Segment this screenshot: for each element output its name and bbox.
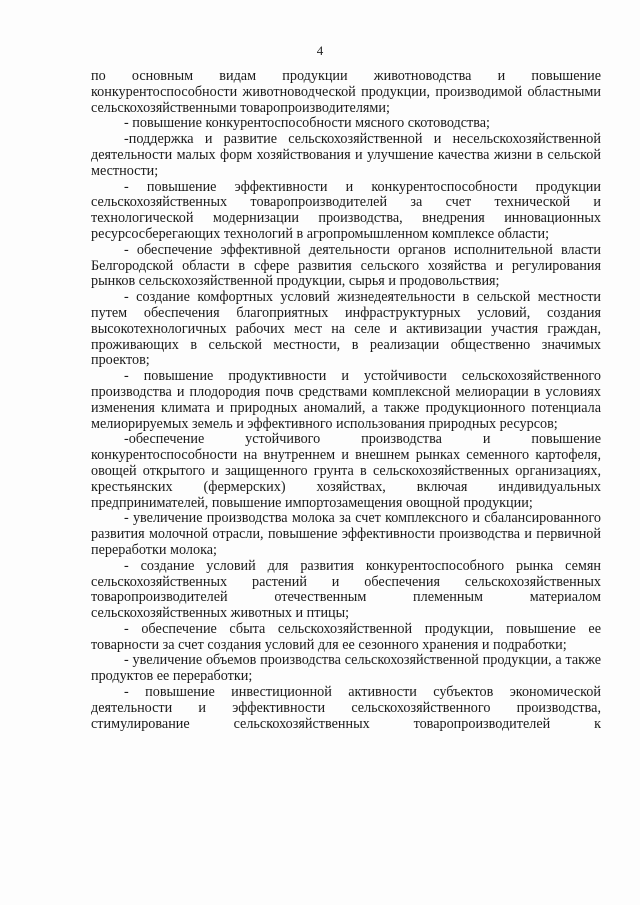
page-number: 4 bbox=[316, 43, 324, 58]
paragraph: - повышение конкурентоспособности мясного скотоводства; bbox=[124, 115, 490, 132]
paragraph: -поддержка и развитие сельскохозяйственной и несельскохозяйственной деятельности малых форм хозяйствования и улучшение качества жизни в сельской местности; bbox=[91, 131, 601, 179]
paragraph: - увеличение производства молока за счет комплексного и сбалансированного развития молочной отрасли, повышение эффективности производства и первичной переработки молока; bbox=[91, 510, 601, 558]
paragraph: - обеспечение эффективной деятельности органов исполнительной власти Белгородской области в сфере развития сельского хозяйства и регулирования рынков сельскохозяйственной продукции, сырья и продовольствия; bbox=[91, 241, 601, 290]
paragraph: по основным видам продукции животноводства и повышение конкурентоспособности животноводческой продукции, производимой областными сельскохозяйственными товаропроизводителями; bbox=[91, 68, 601, 116]
paragraph: - повышение инвестиционной активности субъектов экономической деятельности и эффективности сельскохозяйственного производства, стимулирование сельскохозяйственных товаропроизводителей к bbox=[91, 684, 601, 732]
paragraph: - повышение продуктивности и устойчивости сельскохозяйственного производства и плодородия почв средствами комплексной мелиорации в условиях изменения климата и природных аномалий, а также продукционного потенциала мелиорируемых земель и эффективного использования природных ресурсов; bbox=[91, 368, 601, 432]
paragraph: - создание комфортных условий жизнедеятельности в сельской местности путем обеспечения благоприятных инфраструктурных условий, создания высокотехнологичных рабочих мест на селе и активизации участия граждан, проживающих в сельской местности, в реализации общественно значимых проектов; bbox=[91, 289, 601, 369]
paragraph: - повышение эффективности и конкурентоспособности продукции сельскохозяйственных товаропроизводителей за счет технической и технологической модернизации производства, внедрения инновационных ресурсосберегающих технологий в агропромышленном комплексе области; bbox=[91, 178, 601, 242]
paragraph: - увеличение объемов производства сельскохозяйственной продукции, а также продуктов ее переработки; bbox=[91, 652, 601, 685]
paragraph: - создание условий для развития конкурентоспособного рынка семян сельскохозяйственных растений и обеспечения сельскохозяйственных товаропроизводителей отечественным племенным материалом сельскохозяйственных животных и птицы; bbox=[91, 557, 601, 622]
document-body bbox=[91, 69, 601, 732]
paragraph: - обеспечение сбыта сельскохозяйственной продукции, повышение ее товарности за счет создания условий для ее сезонного хранения и подработки; bbox=[91, 620, 601, 653]
paragraph: -обеспечение устойчивого производства и повышение конкурентоспособности на внутреннем и внешнем рынках семенного картофеля, овощей открытого и защищенного грунта в сельскохозяйственных организациях, крестьянских (фермерских) хозяйствах, включая индивидуальных предпринимателей, повышение импортозамещения овощной продукции; bbox=[91, 431, 601, 511]
